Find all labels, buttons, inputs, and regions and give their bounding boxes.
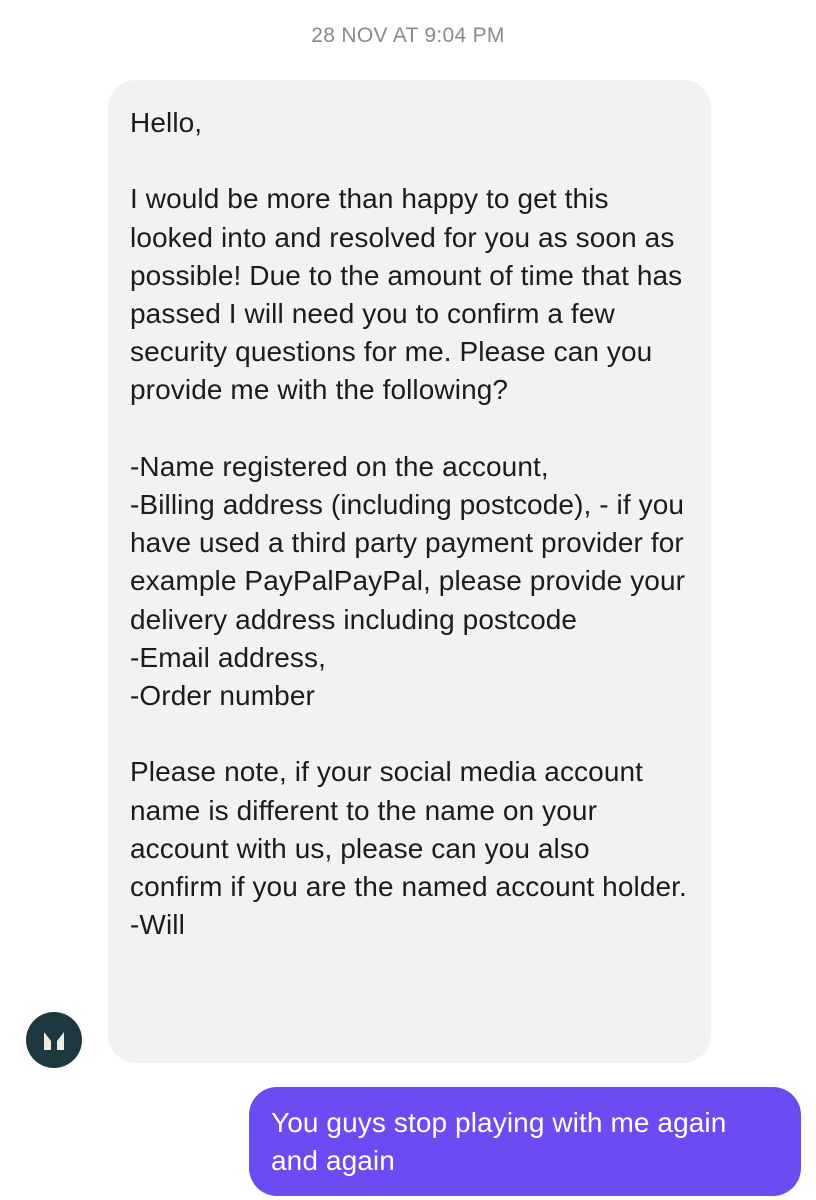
- message-list-item: -Order number: [130, 680, 315, 712]
- paragraph-spacer: [130, 410, 689, 448]
- message-list-item: -Name registered on the account,: [130, 450, 549, 482]
- message-paragraph: Please note, if your social media account name is different to the name on your account with us, please can you also confirm if you are the named account holder. -Will: [130, 756, 687, 941]
- sender-avatar[interactable]: [26, 1012, 82, 1068]
- brand-logo-icon: [26, 1012, 82, 1068]
- incoming-message-bubble[interactable]: [108, 80, 711, 1063]
- message-greeting: Hello,: [130, 107, 203, 138]
- message-list-item: -Email address,: [130, 641, 327, 673]
- message-paragraph: I would be more than happy to get this looked into and resolved for you as soon as possible! Due to the amount of time that has passed I will need you to confirm a few security questions for me. Please can you provide me with the following?: [130, 183, 683, 406]
- outgoing-message-bubble[interactable]: You guys stop playing with me again and again: [249, 1087, 801, 1196]
- message-list-item: -Billing address (including postcode), - if you have used a third party payment provider for example PayPalPayPal, please provide your delivery address including postcode: [130, 489, 686, 635]
- message-timestamp: 28 NOV AT 9:04 PM: [311, 24, 505, 47]
- paragraph-spacer: [130, 142, 689, 180]
- paragraph-spacer: [130, 715, 689, 753]
